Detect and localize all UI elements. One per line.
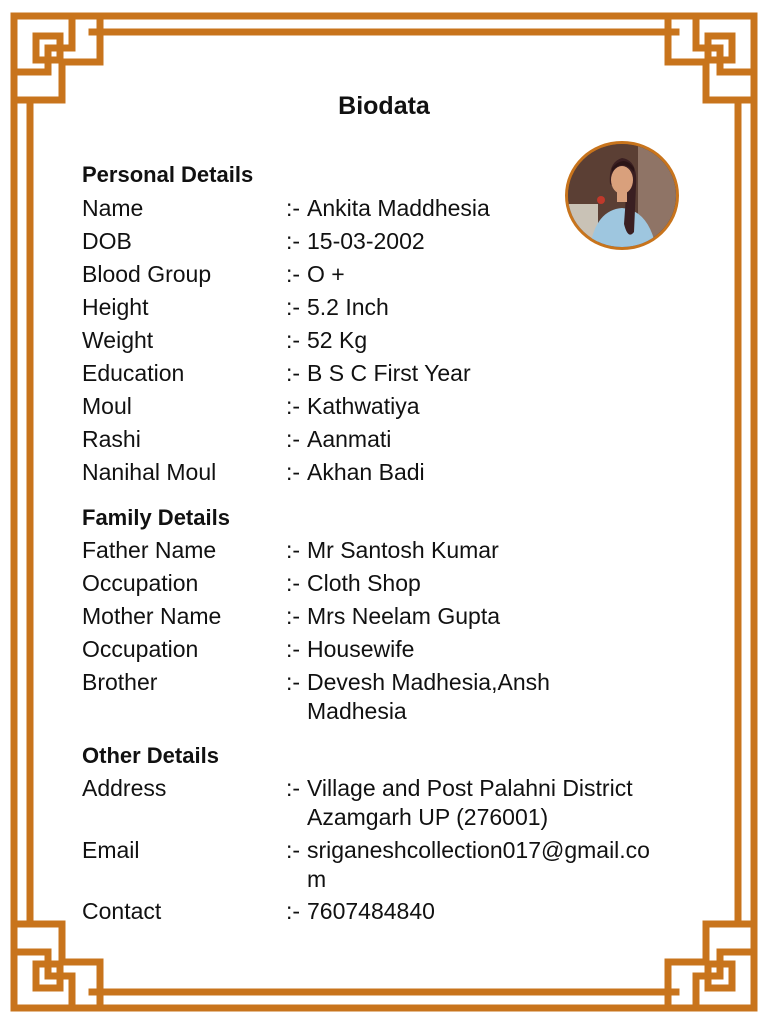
detail-value: Akhan Badi (307, 459, 425, 485)
detail-label: Contact (82, 898, 162, 924)
detail-value: 7607484840 (307, 898, 435, 924)
detail-label: Address (82, 775, 167, 801)
section-heading-personal: Personal Details (82, 162, 254, 187)
detail-separator: :- (286, 195, 301, 221)
detail-label: Moul (82, 393, 132, 419)
detail-value: Ankita Maddhesia (307, 195, 490, 221)
detail-value: B S C First Year (307, 360, 471, 386)
detail-value: sriganeshcollection017@gmail.com (307, 837, 650, 892)
detail-value: O + (307, 261, 345, 287)
detail-separator: :- (286, 898, 301, 924)
detail-label: Occupation (82, 570, 199, 596)
detail-value: Kathwatiya (307, 393, 420, 419)
detail-label: Height (82, 294, 149, 320)
detail-separator: :- (286, 775, 301, 801)
detail-separator: :- (286, 426, 301, 452)
detail-value: Aanmati (307, 426, 392, 452)
detail-label: Weight (82, 327, 154, 353)
detail-label: Mother Name (82, 603, 222, 629)
section-heading-other: Other Details (82, 743, 219, 768)
detail-separator: :- (286, 459, 301, 485)
page-title: Biodata (338, 92, 430, 120)
detail-separator: :- (286, 294, 301, 320)
detail-separator: :- (286, 360, 301, 386)
detail-label: Brother (82, 669, 158, 695)
detail-label: Email (82, 837, 140, 863)
detail-separator: :- (286, 261, 301, 287)
detail-separator: :- (286, 537, 301, 563)
detail-value: 5.2 Inch (307, 294, 389, 320)
detail-separator: :- (286, 669, 301, 695)
detail-value: Village and Post Palahni District Azamgarh UP (276001) (307, 775, 633, 830)
detail-separator: :- (286, 228, 301, 254)
detail-value: Mrs Neelam Gupta (307, 603, 501, 629)
detail-label: DOB (82, 228, 132, 254)
detail-value: Devesh Madhesia,Ansh Madhesia (307, 669, 550, 724)
detail-value: Cloth Shop (307, 570, 421, 596)
detail-label: Occupation (82, 636, 199, 662)
section-heading-family: Family Details (82, 505, 230, 530)
detail-value: Housewife (307, 636, 415, 662)
detail-separator: :- (286, 603, 301, 629)
detail-label: Blood Group (82, 261, 212, 287)
detail-separator: :- (286, 636, 301, 662)
detail-value: 52 Kg (307, 327, 368, 353)
detail-value: 15-03-2002 (307, 228, 425, 254)
detail-label: Name (82, 195, 144, 221)
detail-label: Education (82, 360, 185, 386)
detail-label: Rashi (82, 426, 141, 452)
detail-separator: :- (286, 837, 301, 863)
detail-separator: :- (286, 327, 301, 353)
detail-separator: :- (286, 393, 301, 419)
detail-value: Mr Santosh Kumar (307, 537, 499, 563)
detail-label: Nanihal Moul (82, 459, 217, 485)
detail-separator: :- (286, 570, 301, 596)
detail-label: Father Name (82, 537, 217, 563)
